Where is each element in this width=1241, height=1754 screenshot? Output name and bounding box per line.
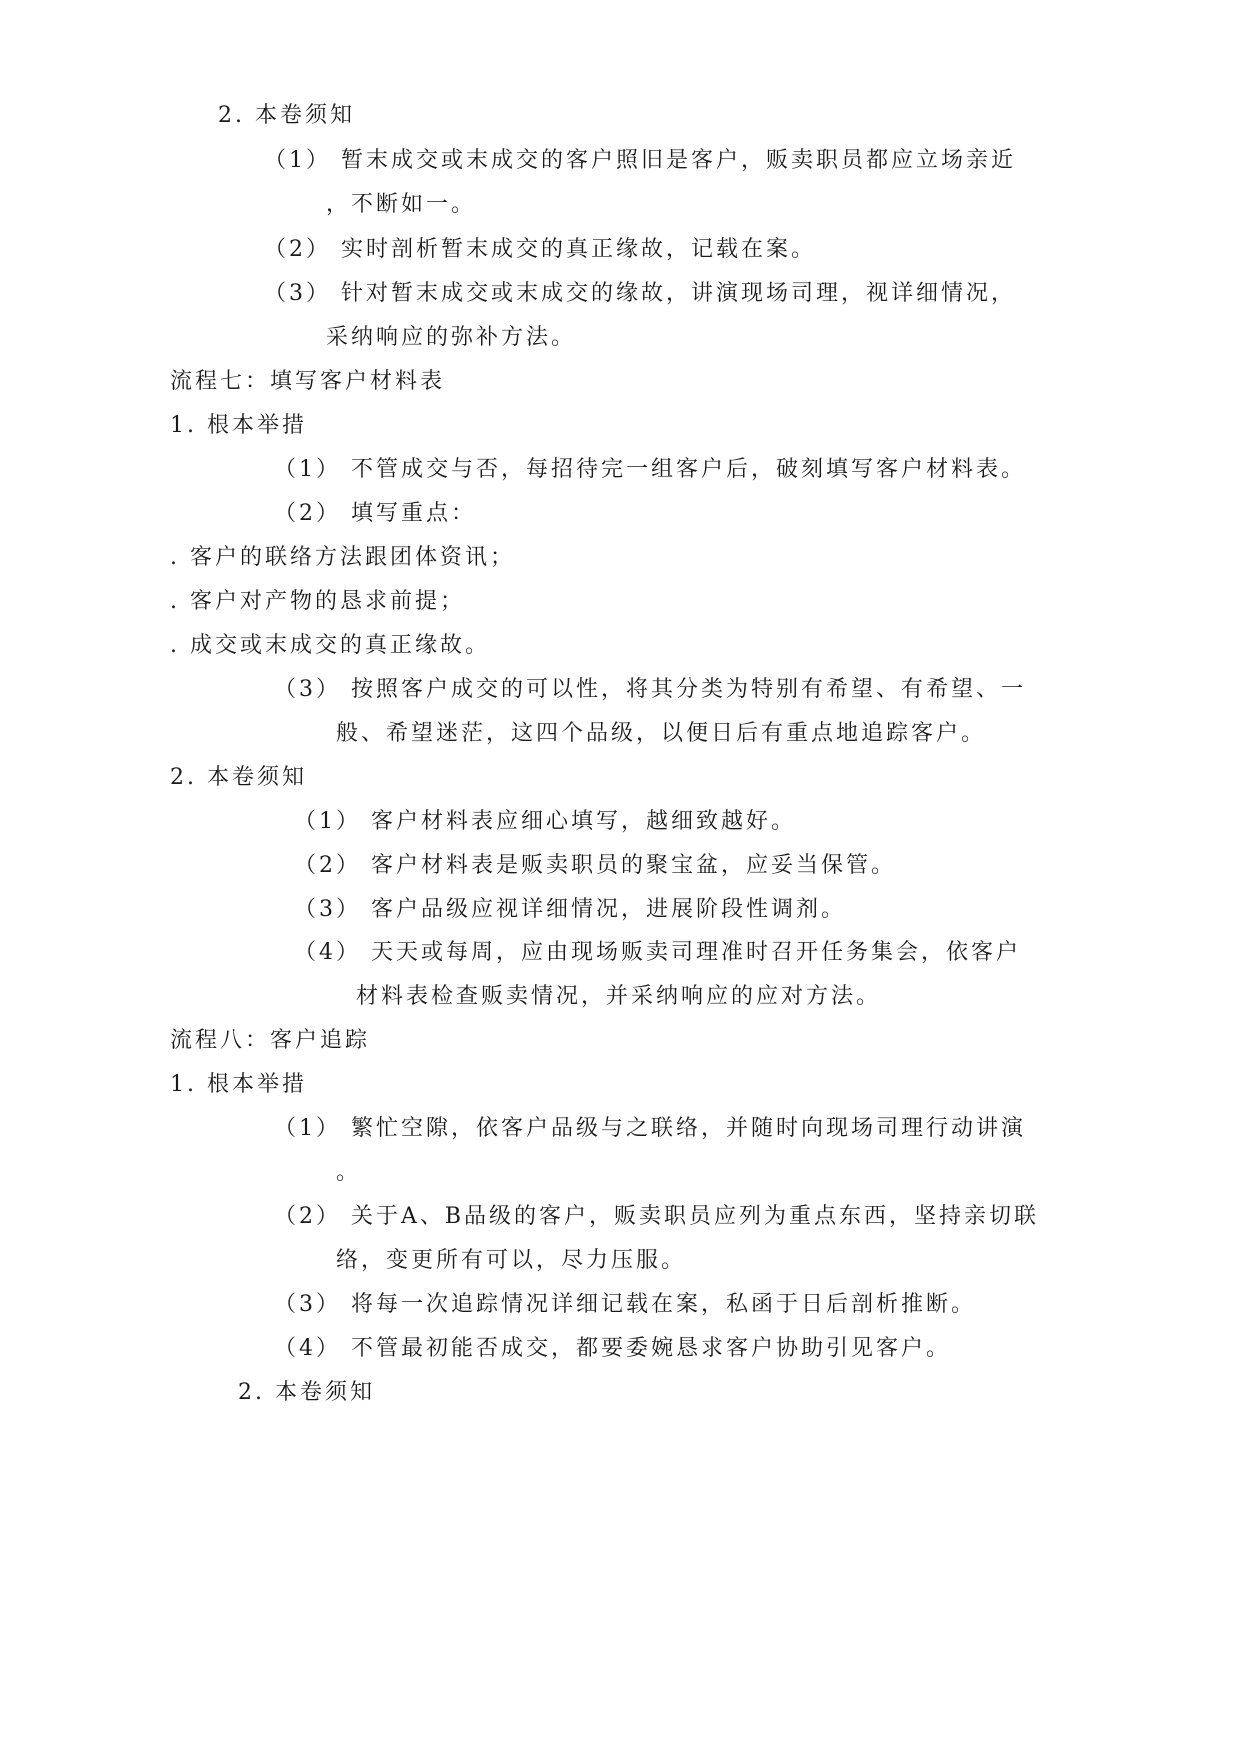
bullet-item: . 客户的联络方法跟团体资讯； [170,545,515,570]
section-heading: 2. 本卷须知 [238,1380,375,1405]
list-item: （1） 客户材料表应细心填写，越细致越好。 [294,809,796,834]
list-item-continuation: 般、希望迷茫，这四个品级，以便日后有重点地追踪客户。 [336,721,987,746]
list-item: （3） 将每一次追踪情况详细记载在案，私函于日后剖析推断。 [274,1292,976,1317]
section-heading: 2. 本卷须知 [218,103,355,128]
list-item-continuation: 材料表检查贩卖情况，并采纳响应的应对方法。 [356,984,882,1009]
list-item-continuation: ，不断如一。 [326,192,477,217]
list-item: （1） 繁忙空隙，依客户品级与之联络，并随时向现场司理行动讲演 [274,1116,1026,1141]
list-item: （4） 不管最初能否成交，都要委婉恳求客户协助引见客户。 [274,1336,951,1361]
list-item: （2） 填写重点： [274,501,476,526]
list-item: （1） 不管成交与否，每招待完一组客户后，破刻填写客户材料表。 [274,457,1026,482]
bullet-item: . 客户对产物的恳求前提； [170,589,465,614]
list-item: （1） 暂末成交或末成交的客户照旧是客户，贩卖职员都应立场亲近 [264,148,1016,173]
section-heading: 1. 根本举措 [170,413,307,438]
list-item: （3） 客户品级应视详细情况，进展阶段性调剂。 [294,897,846,922]
process-heading: 流程八：客户追踪 [170,1028,371,1053]
section-heading: 2. 本卷须知 [170,765,307,790]
list-item-continuation: 络，变更所有可以，尽力压服。 [336,1248,687,1273]
list-item: （3） 按照客户成交的可以性，将其分类为特别有希望、有希望、一 [274,677,1026,702]
list-item-continuation: 采纳响应的弥补方法。 [326,325,577,350]
section-heading: 1. 根本举措 [170,1072,307,1097]
list-item: （2） 客户材料表是贩卖职员的聚宝盆，应妥当保管。 [294,853,896,878]
list-item-continuation: 。 [336,1160,362,1185]
list-item: （3） 针对暂末成交或末成交的缘故，讲演现场司理，视详细情况， [264,281,1016,306]
list-item: （2） 关于A、B品级的客户，贩卖职员应列为重点东西，坚持亲切联 [274,1204,1040,1229]
process-heading: 流程七：填写客户材料表 [170,369,446,394]
bullet-item: . 成交或末成交的真正缘故。 [170,633,490,658]
list-item: （4） 天天或每周，应由现场贩卖司理准时召开任务集会，依客户 [294,940,1021,965]
list-item: （2） 实时剖析暂末成交的真正缘故，记载在案。 [264,237,816,262]
